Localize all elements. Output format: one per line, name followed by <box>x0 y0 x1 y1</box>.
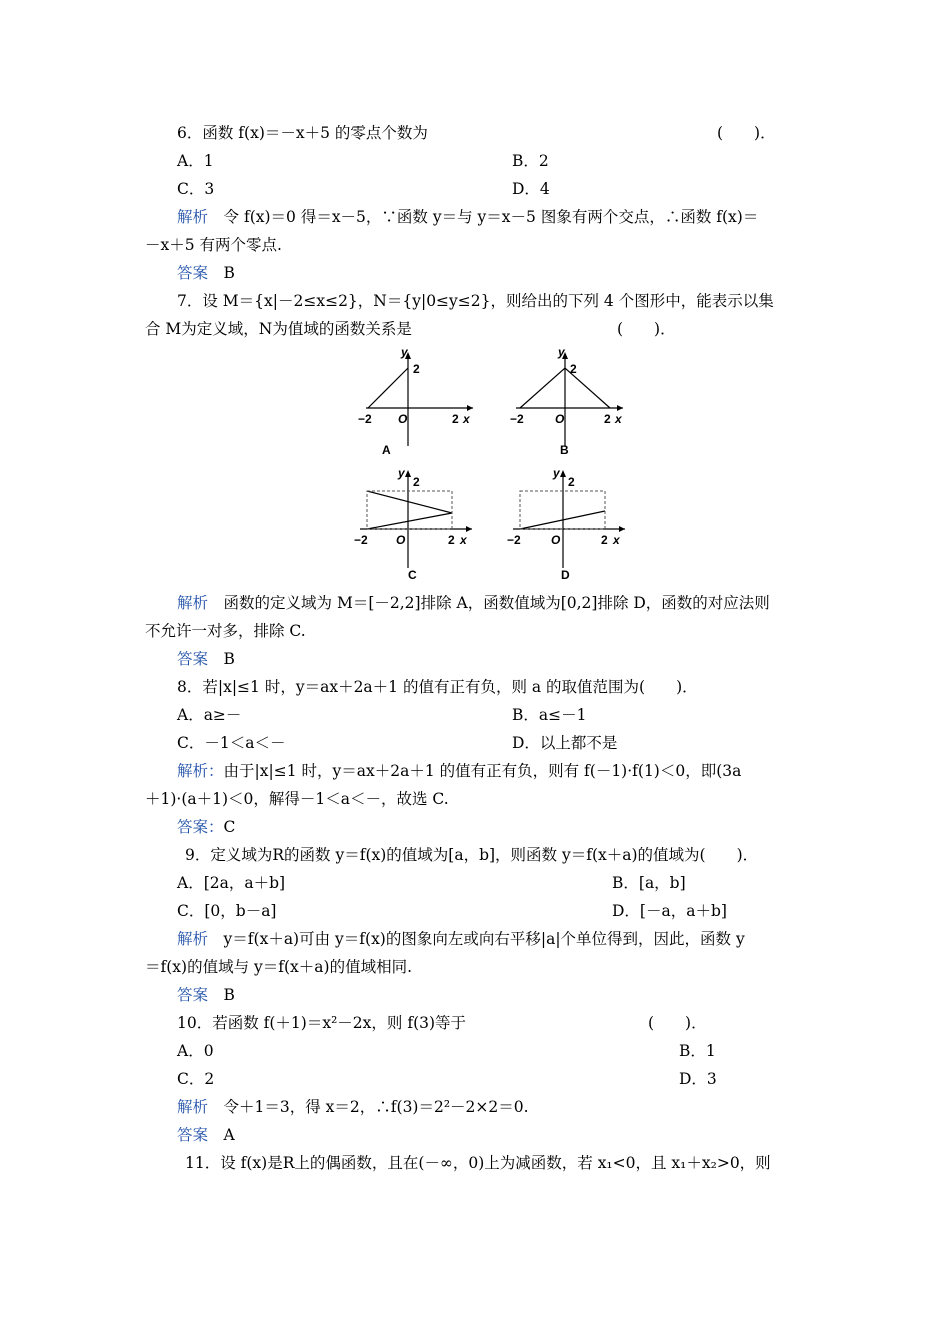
origin-label: O <box>551 533 561 547</box>
axis-label-x: x <box>460 533 467 547</box>
q6-paren: ( )． <box>717 124 776 142</box>
q9-analysis-line1 <box>177 929 745 949</box>
graph-label-a: A <box>382 443 391 457</box>
q6-analysis-label: 解析 <box>177 208 209 226</box>
q6-option-a: A．1 <box>177 152 214 170</box>
axis-label-y: y <box>558 346 565 359</box>
tick-neg: −2 <box>354 533 368 547</box>
tick-top: 2 <box>413 475 420 489</box>
q6-option-d: D．4 <box>512 180 550 198</box>
q7-paren: ( )． <box>617 320 676 338</box>
q7-graph-a <box>358 346 478 458</box>
y-axis-arrow-icon <box>405 470 411 477</box>
q10-option-d: D．3 <box>679 1070 717 1088</box>
q8-analysis-line1 <box>177 761 741 781</box>
q7-analysis-text: 函数的定义域为 M＝[－2,2]排除 A，函数值域为[0,2]排除 D，函数的对应法则 <box>223 594 770 612</box>
q10-option-c: C．2 <box>177 1070 215 1088</box>
q9-option-c: C．[0，b－a] <box>177 902 277 920</box>
axis-label-y: y <box>401 346 408 359</box>
y-axis-arrow-icon <box>560 470 566 477</box>
q8-option-c: C．－1＜a＜－ <box>177 734 286 752</box>
q10-option-b: B．1 <box>679 1042 716 1060</box>
tick-pos: 2 <box>452 412 459 426</box>
tick-top: 2 <box>413 362 420 376</box>
q7-graph-c <box>352 466 477 584</box>
x-axis-arrow-icon <box>617 405 623 411</box>
q9-analysis-text: y＝f(x＋a)可由 y＝f(x)的图象向左或向右平移|a|个单位得到，因此，函数 y <box>223 930 745 948</box>
q8-analysis-text: 由于|x|≤1 时，y＝ax＋2a＋1 的值有正有负，则有 f(－1)·f(1)＜0，即(3a <box>223 762 742 780</box>
q10-stem: 10．若函数 f(＋1)＝x²－2x，则 f(3)等于 <box>177 1014 467 1032</box>
q9-option-d: D．[－a，a＋b] <box>612 902 727 920</box>
origin-label: O <box>398 412 408 426</box>
q6-analysis-text: 令 f(x)＝0 得＝x－5，∵函数 y＝与 y＝x－5 图象有两个交点，∴函数 f(x)＝ <box>223 208 759 226</box>
tick-neg: −2 <box>358 412 372 426</box>
q10-analysis <box>177 1097 529 1117</box>
axis-label-y: y <box>398 466 405 480</box>
origin-label: O <box>555 412 565 426</box>
q9-answer <box>177 985 235 1005</box>
tick-pos: 2 <box>604 412 611 426</box>
q10-analysis-label: 解析 <box>177 1098 209 1116</box>
axis-label-x: x <box>613 533 620 547</box>
q11-stem: 11．设 f(x)是R上的偶函数，且在(－∞，0)上为减函数，若 x₁<0，且 x₁＋x₂>0，则 <box>185 1154 771 1172</box>
q9-stem: 9．定义域为R的函数 y＝f(x)的值域为[a，b]，则函数 y＝f(x＋a)的值域为( )． <box>185 846 759 864</box>
q9-option-b: B．[a，b] <box>612 874 686 892</box>
q7-answer-value: B <box>223 650 235 668</box>
q8-option-d: D．以上都不是 <box>512 734 618 752</box>
graph-label-b: B <box>560 443 569 457</box>
graph-label-d: D <box>561 568 570 582</box>
graph-label-c: C <box>408 568 417 582</box>
x-axis-arrow-icon <box>619 526 625 532</box>
graph-line <box>368 368 408 408</box>
q10-answer-value: A <box>223 1126 235 1144</box>
q7-answer <box>177 649 235 669</box>
q6-answer-value: B <box>223 264 235 282</box>
q7-graph-b <box>510 346 630 458</box>
q10-option-a: A．0 <box>177 1042 214 1060</box>
q10-answer <box>177 1125 235 1145</box>
x-axis-arrow-icon <box>467 405 473 411</box>
q7-answer-label: 答案 <box>177 650 209 668</box>
q8-answer-label: 答案： <box>177 818 224 836</box>
graph-line <box>367 491 452 529</box>
tick-top: 2 <box>568 475 575 489</box>
axis-label-x: x <box>463 412 470 426</box>
q7-analysis-label: 解析 <box>177 594 209 612</box>
q9-analysis-line2: ＝f(x)的值域与 y＝f(x＋a)的值域相同. <box>145 958 412 976</box>
q7-graph-d <box>505 466 630 584</box>
q8-analysis-label: 解析： <box>177 762 224 780</box>
q6-analysis-line2: －x＋5 有两个零点. <box>145 236 282 254</box>
q8-answer <box>177 817 235 837</box>
tick-top: 2 <box>570 362 577 376</box>
tick-pos: 2 <box>448 533 455 547</box>
axis-label-x: x <box>615 412 622 426</box>
q10-paren: ( )． <box>648 1014 707 1032</box>
q7-stem-line1: 7．设 M＝{x|－2≤x≤2}，N＝{y|0≤y≤2}，则给出的下列 4 个图形中，能表示以集 <box>177 292 774 310</box>
q9-answer-label: 答案 <box>177 986 209 1004</box>
q7-analysis-line2: 不允许一对多，排除 C. <box>145 622 306 640</box>
q8-analysis-line2: ＋1)·(a＋1)＜0，解得－1＜a＜－，故选 C. <box>145 790 449 808</box>
q6-option-c: C．3 <box>177 180 215 198</box>
q7-analysis-line1 <box>177 593 770 613</box>
q6-analysis-line1 <box>177 207 758 227</box>
tick-pos: 2 <box>601 533 608 547</box>
q8-option-b: B．a≤－1 <box>512 706 587 724</box>
q8-answer-value: C <box>223 818 236 836</box>
q7-stem-line2: 合 M为定义域，N为值域的函数关系是 <box>145 320 412 338</box>
tick-neg: −2 <box>510 412 524 426</box>
x-axis-arrow-icon <box>466 526 472 532</box>
q6-option-b: B．2 <box>512 152 549 170</box>
q9-analysis-label: 解析 <box>177 930 209 948</box>
q10-analysis-text: 令＋1＝3，得 x＝2，∴f(3)＝2²－2×2＝0. <box>223 1098 529 1116</box>
q9-answer-value: B <box>223 986 235 1004</box>
origin-label: O <box>396 533 406 547</box>
q6-answer <box>177 263 235 283</box>
q9-option-a: A．[2a，a＋b] <box>177 874 286 892</box>
tick-neg: −2 <box>507 533 521 547</box>
q8-stem: 8．若|x|≤1 时，y＝ax＋2a＋1 的值有正有负，则 a 的取值范围为( )． <box>177 678 698 696</box>
q10-answer-label: 答案 <box>177 1126 209 1144</box>
q6-answer-label: 答案 <box>177 264 209 282</box>
q6-stem: 6．函数 f(x)＝－x＋5 的零点个数为 <box>177 124 428 142</box>
q8-option-a: A．a≥－ <box>177 706 242 724</box>
axis-label-y: y <box>553 466 560 480</box>
